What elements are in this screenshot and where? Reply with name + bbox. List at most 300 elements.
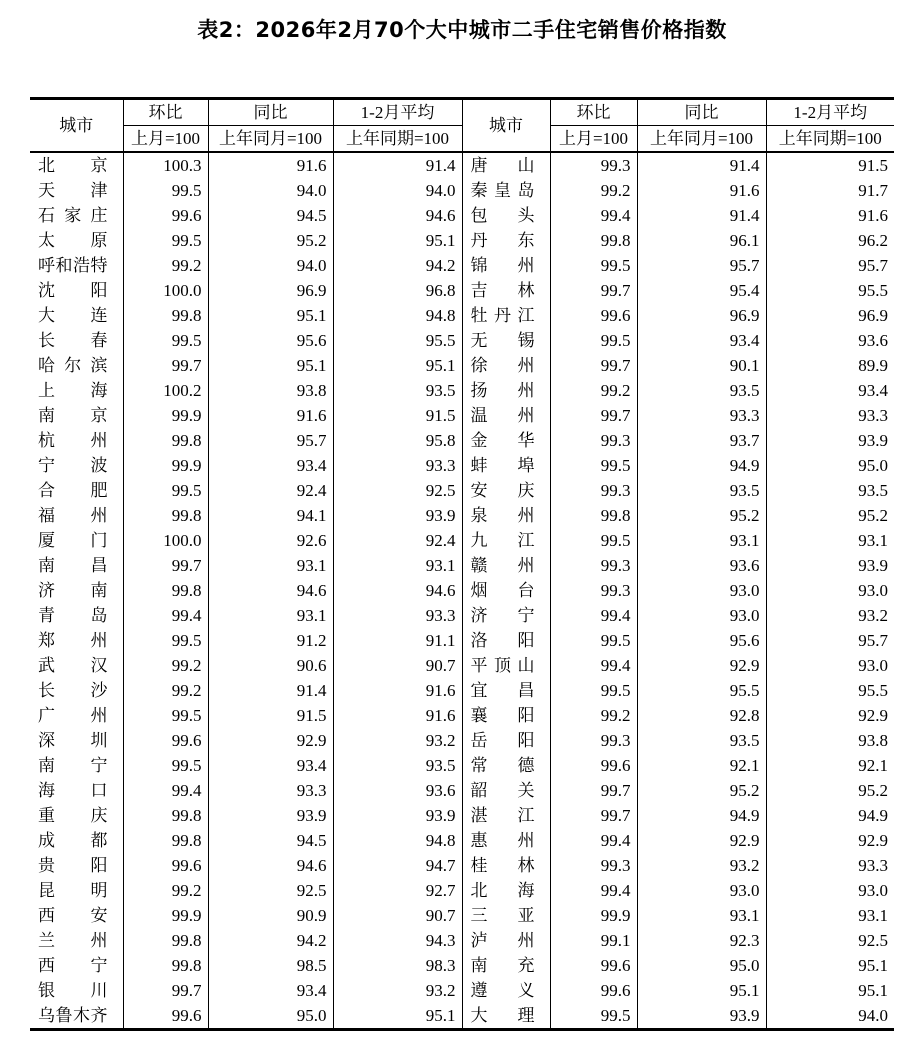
avg-value-cell: 95.5 xyxy=(858,281,888,300)
yoy-value-cell: 95.2 xyxy=(637,503,766,528)
yoy-value-cell: 90.9 xyxy=(208,903,333,928)
mom-value-cell: 99.2 xyxy=(123,678,208,703)
mom-value-cell: 99.6 xyxy=(550,753,637,778)
yoy-value-cell: 93.4 xyxy=(208,453,333,478)
city-cell: 温州 xyxy=(462,403,550,428)
avg-value-cell: 90.7 xyxy=(333,903,462,928)
city-cell: 长春 xyxy=(30,328,123,353)
city-cell: 乌鲁木齐 xyxy=(30,1003,123,1030)
yoy-value-cell: 95.2 xyxy=(637,778,766,803)
yoy-value-cell: 92.4 xyxy=(208,478,333,503)
city-cell: 唐山 xyxy=(462,152,550,178)
avg-value-cell: 95.7 xyxy=(858,631,888,650)
yoy-value-cell: 93.7 xyxy=(637,428,766,453)
yoy-value-cell: 93.5 xyxy=(637,728,766,753)
city-cell: 西安 xyxy=(30,903,123,928)
yoy-value-cell: 93.6 xyxy=(637,553,766,578)
yoy-value-cell: 96.9 xyxy=(208,278,333,303)
mom-value-cell: 99.8 xyxy=(123,303,208,328)
city-cell: 襄阳 xyxy=(462,703,550,728)
mom-value-cell: 99.8 xyxy=(123,953,208,978)
avg-value-cell: 91.6 xyxy=(858,206,888,225)
table-row xyxy=(30,578,894,603)
city-cell: 遵义 xyxy=(462,978,550,1003)
table-row xyxy=(30,528,894,553)
city-cell: 厦门 xyxy=(30,528,123,553)
city-cell: 上海 xyxy=(30,378,123,403)
mom-value-cell: 99.7 xyxy=(123,353,208,378)
mom-value-cell: 99.4 xyxy=(550,603,637,628)
header-yoy-base-right: 上年同月=100 xyxy=(637,126,766,153)
avg-value-cell: 96.9 xyxy=(858,306,888,325)
city-cell: 深圳 xyxy=(30,728,123,753)
yoy-value-cell: 93.2 xyxy=(637,853,766,878)
table-row xyxy=(30,152,894,178)
mom-value-cell: 99.7 xyxy=(550,278,637,303)
avg-value-cell: 94.7 xyxy=(333,853,462,878)
mom-value-cell: 99.6 xyxy=(123,1003,208,1030)
mom-value-cell: 99.5 xyxy=(550,253,637,278)
city-cell: 牡丹江 xyxy=(462,303,550,328)
city-cell: 烟台 xyxy=(462,578,550,603)
mom-value-cell: 99.4 xyxy=(550,203,637,228)
mom-value-cell: 99.8 xyxy=(123,578,208,603)
yoy-value-cell: 94.5 xyxy=(208,203,333,228)
avg-value-cell: 92.9 xyxy=(858,706,888,725)
yoy-value-cell: 95.0 xyxy=(637,953,766,978)
mom-value-cell: 99.4 xyxy=(550,878,637,903)
yoy-value-cell: 94.0 xyxy=(208,253,333,278)
page-title: 表2：2026年2月70个大中城市二手住宅销售价格指数 xyxy=(197,18,727,42)
avg-value-cell: 93.1 xyxy=(858,531,888,550)
mom-value-cell: 99.6 xyxy=(123,853,208,878)
city-cell: 泸州 xyxy=(462,928,550,953)
table-row xyxy=(30,928,894,953)
yoy-value-cell: 94.2 xyxy=(208,928,333,953)
avg-value-cell: 93.5 xyxy=(858,481,888,500)
avg-value-cell: 93.1 xyxy=(333,553,462,578)
avg-value-cell: 92.7 xyxy=(333,878,462,903)
table-row xyxy=(30,278,894,303)
avg-value-cell: 93.8 xyxy=(858,731,888,750)
table-row xyxy=(30,253,894,278)
avg-value-cell: 95.1 xyxy=(333,353,462,378)
avg-value-cell: 93.5 xyxy=(333,378,462,403)
city-cell: 丹东 xyxy=(462,228,550,253)
mom-value-cell: 99.2 xyxy=(123,653,208,678)
yoy-value-cell: 92.9 xyxy=(208,728,333,753)
avg-value-cell: 95.8 xyxy=(333,428,462,453)
avg-value-cell: 94.2 xyxy=(333,253,462,278)
city-cell: 济南 xyxy=(30,578,123,603)
avg-value-cell: 95.1 xyxy=(333,228,462,253)
avg-value-cell: 95.2 xyxy=(858,506,888,525)
yoy-value-cell: 91.4 xyxy=(637,152,766,178)
table-row xyxy=(30,828,894,853)
mom-value-cell: 99.5 xyxy=(123,478,208,503)
mom-value-cell: 99.7 xyxy=(123,978,208,1003)
mom-value-cell: 99.3 xyxy=(550,152,637,178)
yoy-value-cell: 95.5 xyxy=(637,678,766,703)
city-cell: 石家庄 xyxy=(30,203,123,228)
header-city-left: 城市 xyxy=(30,99,123,153)
city-cell: 吉林 xyxy=(462,278,550,303)
table-row xyxy=(30,678,894,703)
avg-value-cell: 93.9 xyxy=(858,431,888,450)
mom-value-cell: 99.3 xyxy=(550,478,637,503)
header-avg-base-left: 上年同期=100 xyxy=(333,126,462,153)
yoy-value-cell: 96.1 xyxy=(637,228,766,253)
avg-value-cell: 93.3 xyxy=(858,406,888,425)
mom-value-cell: 99.9 xyxy=(550,903,637,928)
yoy-value-cell: 93.0 xyxy=(637,603,766,628)
yoy-value-cell: 95.1 xyxy=(637,978,766,1003)
city-cell: 平顶山 xyxy=(462,653,550,678)
mom-value-cell: 99.8 xyxy=(123,503,208,528)
mom-value-cell: 99.3 xyxy=(550,428,637,453)
mom-value-cell: 99.7 xyxy=(550,803,637,828)
table-row xyxy=(30,303,894,328)
mom-value-cell: 99.8 xyxy=(123,828,208,853)
mom-value-cell: 99.2 xyxy=(550,178,637,203)
avg-value-cell: 95.2 xyxy=(858,781,888,800)
table-row xyxy=(30,903,894,928)
yoy-value-cell: 92.5 xyxy=(208,878,333,903)
mom-value-cell: 99.5 xyxy=(550,528,637,553)
avg-value-cell: 91.5 xyxy=(333,403,462,428)
yoy-value-cell: 91.5 xyxy=(208,703,333,728)
avg-value-cell: 95.5 xyxy=(333,328,462,353)
avg-value-cell: 94.3 xyxy=(333,928,462,953)
city-cell: 贵阳 xyxy=(30,853,123,878)
city-cell: 兰州 xyxy=(30,928,123,953)
table-row xyxy=(30,553,894,578)
yoy-value-cell: 94.6 xyxy=(208,853,333,878)
city-cell: 南充 xyxy=(462,953,550,978)
yoy-value-cell: 92.1 xyxy=(637,753,766,778)
mom-value-cell: 99.5 xyxy=(550,628,637,653)
header-mom-base-right: 上月=100 xyxy=(550,126,637,153)
mom-value-cell: 99.5 xyxy=(123,703,208,728)
avg-value-cell: 94.8 xyxy=(333,303,462,328)
mom-value-cell: 99.5 xyxy=(550,678,637,703)
table-row xyxy=(30,978,894,1003)
avg-value-cell: 92.9 xyxy=(858,831,888,850)
yoy-value-cell: 92.9 xyxy=(637,828,766,853)
mom-value-cell: 99.8 xyxy=(123,803,208,828)
yoy-value-cell: 95.7 xyxy=(637,253,766,278)
yoy-value-cell: 93.9 xyxy=(637,1003,766,1030)
yoy-value-cell: 95.6 xyxy=(637,628,766,653)
table-row xyxy=(30,328,894,353)
table-row xyxy=(30,1003,894,1030)
mom-value-cell: 99.4 xyxy=(123,778,208,803)
yoy-value-cell: 93.1 xyxy=(208,603,333,628)
mom-value-cell: 99.7 xyxy=(550,353,637,378)
city-cell: 青岛 xyxy=(30,603,123,628)
table-row xyxy=(30,878,894,903)
city-cell: 广州 xyxy=(30,703,123,728)
yoy-value-cell: 92.8 xyxy=(637,703,766,728)
city-cell: 重庆 xyxy=(30,803,123,828)
yoy-value-cell: 93.8 xyxy=(208,378,333,403)
header-yoy-base-left: 上年同月=100 xyxy=(208,126,333,153)
yoy-value-cell: 95.7 xyxy=(208,428,333,453)
yoy-value-cell: 95.1 xyxy=(208,303,333,328)
mom-value-cell: 100.0 xyxy=(123,528,208,553)
mom-value-cell: 99.6 xyxy=(550,303,637,328)
table-row xyxy=(30,453,894,478)
mom-value-cell: 99.9 xyxy=(123,903,208,928)
yoy-value-cell: 91.6 xyxy=(637,178,766,203)
avg-value-cell: 91.1 xyxy=(333,628,462,653)
city-cell: 洛阳 xyxy=(462,628,550,653)
avg-value-cell: 93.5 xyxy=(333,753,462,778)
yoy-value-cell: 93.4 xyxy=(208,753,333,778)
table-row xyxy=(30,778,894,803)
city-cell: 南宁 xyxy=(30,753,123,778)
city-cell: 海口 xyxy=(30,778,123,803)
mom-value-cell: 99.6 xyxy=(550,953,637,978)
city-cell: 包头 xyxy=(462,203,550,228)
header-city-right: 城市 xyxy=(462,99,550,153)
mom-value-cell: 99.5 xyxy=(550,1003,637,1030)
yoy-value-cell: 91.6 xyxy=(208,403,333,428)
mom-value-cell: 99.7 xyxy=(550,403,637,428)
avg-value-cell: 95.1 xyxy=(858,956,888,975)
yoy-value-cell: 93.0 xyxy=(637,878,766,903)
yoy-value-cell: 93.1 xyxy=(208,553,333,578)
city-cell: 大连 xyxy=(30,303,123,328)
table-row xyxy=(30,728,894,753)
avg-value-cell: 93.0 xyxy=(858,881,888,900)
city-cell: 湛江 xyxy=(462,803,550,828)
avg-value-cell: 91.7 xyxy=(858,181,888,200)
table-row xyxy=(30,703,894,728)
city-cell: 太原 xyxy=(30,228,123,253)
yoy-value-cell: 95.6 xyxy=(208,328,333,353)
yoy-value-cell: 93.3 xyxy=(637,403,766,428)
city-cell: 银川 xyxy=(30,978,123,1003)
mom-value-cell: 99.1 xyxy=(550,928,637,953)
avg-value-cell: 91.5 xyxy=(858,156,888,175)
table-row xyxy=(30,178,894,203)
avg-value-cell: 94.9 xyxy=(858,806,888,825)
table-row xyxy=(30,853,894,878)
avg-value-cell: 93.9 xyxy=(333,503,462,528)
avg-value-cell: 95.1 xyxy=(333,1003,462,1030)
avg-value-cell: 93.9 xyxy=(858,556,888,575)
city-cell: 金华 xyxy=(462,428,550,453)
header-mom-left: 环比 xyxy=(123,99,208,126)
city-cell: 秦皇岛 xyxy=(462,178,550,203)
price-index-table xyxy=(30,97,894,1031)
city-cell: 济宁 xyxy=(462,603,550,628)
mom-value-cell: 99.2 xyxy=(550,378,637,403)
yoy-value-cell: 92.9 xyxy=(637,653,766,678)
avg-value-cell: 93.9 xyxy=(333,803,462,828)
table-body xyxy=(30,152,894,1030)
avg-value-cell: 93.3 xyxy=(333,453,462,478)
table-row xyxy=(30,653,894,678)
yoy-value-cell: 95.1 xyxy=(208,353,333,378)
city-cell: 合肥 xyxy=(30,478,123,503)
avg-value-cell: 92.5 xyxy=(333,478,462,503)
yoy-value-cell: 96.9 xyxy=(637,303,766,328)
table-row xyxy=(30,353,894,378)
mom-value-cell: 100.2 xyxy=(123,378,208,403)
table-row xyxy=(30,378,894,403)
city-cell: 郑州 xyxy=(30,628,123,653)
city-cell: 岳阳 xyxy=(462,728,550,753)
city-cell: 北海 xyxy=(462,878,550,903)
table-row xyxy=(30,803,894,828)
city-cell: 北京 xyxy=(30,152,123,178)
city-cell: 无锡 xyxy=(462,328,550,353)
mom-value-cell: 99.5 xyxy=(123,628,208,653)
avg-value-cell: 93.2 xyxy=(333,978,462,1003)
mom-value-cell: 99.9 xyxy=(123,453,208,478)
avg-value-cell: 92.1 xyxy=(858,756,888,775)
city-cell: 大理 xyxy=(462,1003,550,1030)
mom-value-cell: 99.7 xyxy=(550,778,637,803)
city-cell: 成都 xyxy=(30,828,123,853)
mom-value-cell: 99.8 xyxy=(123,928,208,953)
city-cell: 南京 xyxy=(30,403,123,428)
mom-value-cell: 99.3 xyxy=(550,853,637,878)
header-avg-right: 1-2月平均 xyxy=(766,99,894,126)
mom-value-cell: 99.8 xyxy=(123,428,208,453)
avg-value-cell: 93.3 xyxy=(333,603,462,628)
city-cell: 三亚 xyxy=(462,903,550,928)
yoy-value-cell: 91.6 xyxy=(208,152,333,178)
avg-value-cell: 92.5 xyxy=(858,931,888,950)
yoy-value-cell: 90.1 xyxy=(637,353,766,378)
avg-value-cell: 93.6 xyxy=(333,778,462,803)
avg-value-cell: 94.0 xyxy=(858,1006,888,1025)
mom-value-cell: 99.3 xyxy=(550,728,637,753)
city-cell: 徐州 xyxy=(462,353,550,378)
yoy-value-cell: 93.4 xyxy=(208,978,333,1003)
table-row xyxy=(30,428,894,453)
yoy-value-cell: 93.9 xyxy=(208,803,333,828)
table-row xyxy=(30,503,894,528)
avg-value-cell: 94.0 xyxy=(333,178,462,203)
yoy-value-cell: 95.2 xyxy=(208,228,333,253)
yoy-value-cell: 94.0 xyxy=(208,178,333,203)
city-cell: 锦州 xyxy=(462,253,550,278)
city-cell: 韶关 xyxy=(462,778,550,803)
yoy-value-cell: 94.5 xyxy=(208,828,333,853)
mom-value-cell: 99.4 xyxy=(550,828,637,853)
mom-value-cell: 99.3 xyxy=(550,553,637,578)
mom-value-cell: 99.2 xyxy=(123,878,208,903)
avg-value-cell: 96.8 xyxy=(333,278,462,303)
yoy-value-cell: 93.1 xyxy=(637,528,766,553)
city-cell: 蚌埠 xyxy=(462,453,550,478)
city-cell: 武汉 xyxy=(30,653,123,678)
city-cell: 天津 xyxy=(30,178,123,203)
table-row xyxy=(30,478,894,503)
avg-value-cell: 95.7 xyxy=(858,256,888,275)
header-mom-right: 环比 xyxy=(550,99,637,126)
yoy-value-cell: 94.6 xyxy=(208,578,333,603)
table-row xyxy=(30,228,894,253)
table-row xyxy=(30,953,894,978)
header-yoy-left: 同比 xyxy=(208,99,333,126)
avg-value-cell: 94.6 xyxy=(333,578,462,603)
avg-value-cell: 93.0 xyxy=(858,656,888,675)
city-cell: 沈阳 xyxy=(30,278,123,303)
mom-value-cell: 99.4 xyxy=(550,653,637,678)
avg-value-cell: 93.4 xyxy=(858,381,888,400)
avg-value-cell: 89.9 xyxy=(858,356,888,375)
yoy-value-cell: 93.5 xyxy=(637,478,766,503)
avg-value-cell: 92.4 xyxy=(333,528,462,553)
mom-value-cell: 99.2 xyxy=(550,703,637,728)
mom-value-cell: 99.8 xyxy=(550,228,637,253)
avg-value-cell: 93.3 xyxy=(858,856,888,875)
yoy-value-cell: 93.3 xyxy=(208,778,333,803)
avg-value-cell: 93.6 xyxy=(858,331,888,350)
city-cell: 西宁 xyxy=(30,953,123,978)
yoy-value-cell: 94.9 xyxy=(637,453,766,478)
avg-value-cell: 90.7 xyxy=(333,653,462,678)
mom-value-cell: 99.5 xyxy=(123,753,208,778)
yoy-value-cell: 93.1 xyxy=(637,903,766,928)
mom-value-cell: 99.5 xyxy=(550,453,637,478)
mom-value-cell: 100.3 xyxy=(123,152,208,178)
city-cell: 扬州 xyxy=(462,378,550,403)
yoy-value-cell: 91.4 xyxy=(208,678,333,703)
mom-value-cell: 100.0 xyxy=(123,278,208,303)
yoy-value-cell: 98.5 xyxy=(208,953,333,978)
header-mom-base-left: 上月=100 xyxy=(123,126,208,153)
mom-value-cell: 99.3 xyxy=(550,578,637,603)
yoy-value-cell: 94.1 xyxy=(208,503,333,528)
city-cell: 杭州 xyxy=(30,428,123,453)
table-row xyxy=(30,628,894,653)
mom-value-cell: 99.5 xyxy=(550,328,637,353)
yoy-value-cell: 95.4 xyxy=(637,278,766,303)
avg-value-cell: 93.2 xyxy=(333,728,462,753)
table-header xyxy=(30,99,894,153)
city-cell: 赣州 xyxy=(462,553,550,578)
mom-value-cell: 99.6 xyxy=(123,203,208,228)
yoy-value-cell: 93.5 xyxy=(637,378,766,403)
table-row xyxy=(30,603,894,628)
mom-value-cell: 99.8 xyxy=(550,503,637,528)
mom-value-cell: 99.2 xyxy=(123,253,208,278)
table-row xyxy=(30,753,894,778)
avg-value-cell: 93.0 xyxy=(858,581,888,600)
mom-value-cell: 99.6 xyxy=(123,728,208,753)
avg-value-cell: 91.6 xyxy=(333,678,462,703)
city-cell: 常德 xyxy=(462,753,550,778)
city-cell: 呼和浩特 xyxy=(30,253,123,278)
yoy-value-cell: 90.6 xyxy=(208,653,333,678)
avg-value-cell: 98.3 xyxy=(333,953,462,978)
avg-value-cell: 95.0 xyxy=(858,456,888,475)
header-yoy-right: 同比 xyxy=(637,99,766,126)
table-row xyxy=(30,203,894,228)
header-avg-base-right: 上年同期=100 xyxy=(766,126,894,153)
avg-value-cell: 93.1 xyxy=(858,906,888,925)
yoy-value-cell: 93.4 xyxy=(637,328,766,353)
yoy-value-cell: 93.0 xyxy=(637,578,766,603)
yoy-value-cell: 92.6 xyxy=(208,528,333,553)
city-cell: 泉州 xyxy=(462,503,550,528)
